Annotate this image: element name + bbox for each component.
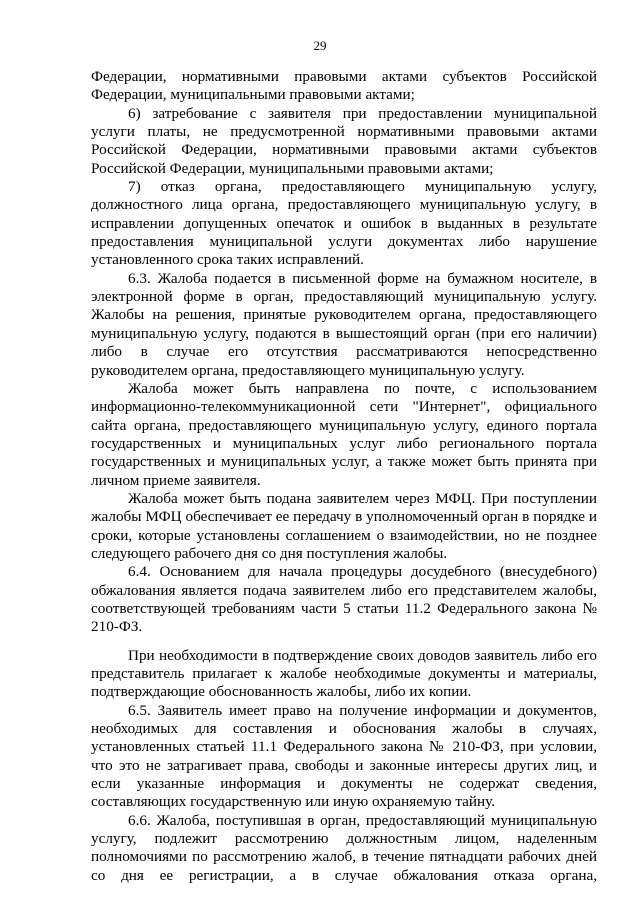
paragraph-6-3: 6.3. Жалоба подается в письменной форме на бумажном носителе, в электронной форме в орган, предоставляющий муниципальную услугу. Жалобы на решения, принятые руководителем органа, предоставляющего муниципальную услугу, подаются в вышестоящий орган (при его наличии) либо в случае его отсутствия рассматриваются непосредственно руководителем органа, предоставляющего муниципальную услугу.: [91, 269, 597, 379]
paragraph-continuation: Федерации, нормативными правовыми актами субъектов Российской Федерации, муниципальными правовыми актами;: [91, 68, 597, 104]
paragraph-6-5: 6.5. Заявитель имеет право на получение информации и документов, необходимых для составления и обоснования жалобы в случаях, установленных статьей 11.1 Федерального закона № 210-ФЗ, при условии, что это не затрагивает права, свободы и законные интересы других лиц, и если указанные информация и документы не содержат сведения, составляющих государственную или иную охраняемую тайну.: [91, 701, 597, 811]
paragraph-complaint-mfc: Жалоба может быть подана заявителем через МФЦ. При поступлении жалобы МФЦ обеспечивает ее передачу в уполномоченный орган в порядке и сроки, которые установлены соглашением о взаимодействии, но не позднее следующего рабочего дня со дня поступления жалобы.: [91, 489, 597, 562]
paragraph-6-6: 6.6. Жалоба, поступившая в орган, предоставляющий муниципальную услугу, подлежит рассмотрению должностным лицом, наделенным полномочиями по рассмотрению жалоб, в течение пятнадцати рабочих дней со дня ее регистрации, а в случае обжалования отказа органа,: [91, 811, 597, 884]
paragraph-item-7: 7) отказ органа, предоставляющего муниципальную услугу, должностного лица органа, предоставляющего муниципальную услугу, в исправлении допущенных опечаток и ошибок в выданных в результате предоставления муниципальной услуги документах либо нарушение установленного срока таких исправлений.: [91, 178, 597, 269]
paragraph-6-4: 6.4. Основанием для начала процедуры досудебного (внесудебного) обжалования является подача заявителем либо его представителем жалобы, соответствующей требованиям части 5 статьи 11.2 Федерального закона № 210-ФЗ.: [91, 563, 597, 636]
paragraph-complaint-channels: Жалоба может быть направлена по почте, с использованием информационно-телекоммуникационной сети "Интернет", официального сайта органа, предоставляющего муниципальную услугу, единого портала государственных и муниципальных услуг либо регионального портала государственных и муниципальных услуг, а также может быть принята при личном приеме заявителя.: [91, 379, 597, 489]
paragraph-supporting-documents: При необходимости в подтверждение своих доводов заявитель либо его представитель прилагает к жалобе необходимые документы и материалы, подтверждающие обоснованность жалобы, либо их копии.: [91, 646, 597, 701]
page-number: 29: [313, 38, 327, 53]
paragraph-item-6: 6) затребование с заявителя при предоставлении муниципальной услуги платы, не предусмотренной нормативными правовыми актами Российской Федерации, нормативными правовыми актами субъектов Российской Федерации, муниципальными правовыми актами;: [91, 104, 597, 177]
document-body: [91, 68, 597, 885]
